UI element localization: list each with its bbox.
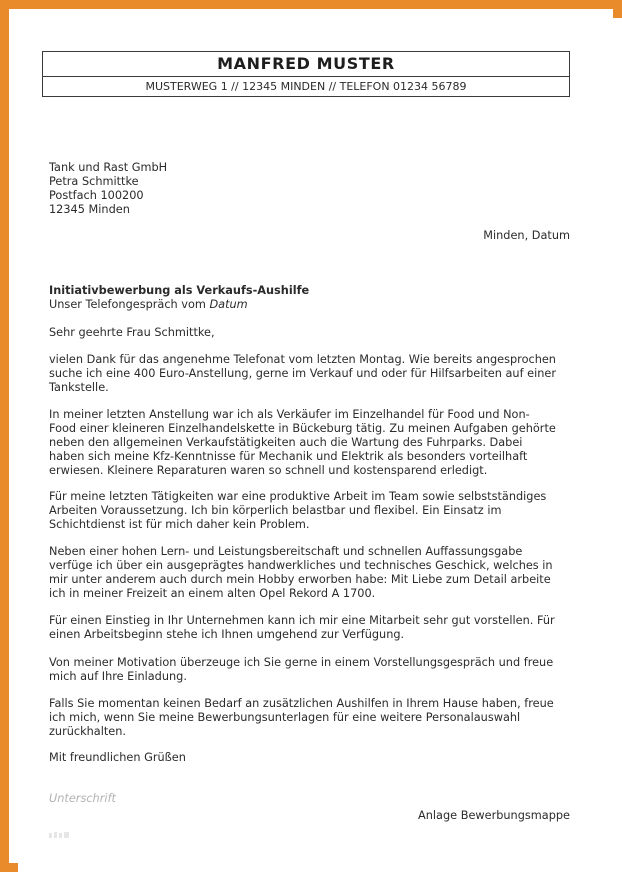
letter-page xyxy=(18,18,622,872)
faint-mark-icon xyxy=(49,831,71,839)
body-paragraph xyxy=(49,490,569,532)
paragraph-line: Für einen Einstieg in Ihr Unternehmen kann ich mir eine Mitarbeit sehr gut vorstellen. Für xyxy=(49,614,555,627)
paragraph-line: Schichtdienst ist für mich daher kein Problem. xyxy=(49,517,310,531)
recipient-postbox: Postfach 100200 xyxy=(49,188,144,202)
body-paragraph xyxy=(49,545,569,601)
paragraph-line: Tankstelle. xyxy=(49,380,109,394)
paragraph-line: Arbeiten Voraussetzung. Ich bin körperlich belastbar und flexibel. Ein Einsatz im xyxy=(49,503,502,517)
letterhead xyxy=(42,51,570,97)
paragraph-line: erwiesen. Kleinere Reparaturen waren so schnell und kostensparend erledigt. xyxy=(49,463,488,477)
recipient-address xyxy=(49,161,569,217)
enclosure-note: Anlage Bewerbungsmappe xyxy=(418,809,570,822)
paragraph-line: mir unter anderem auch durch mein Hobby erworben habe: Mit Liebe zum Detail arbeite xyxy=(49,572,551,586)
body-paragraph xyxy=(49,408,569,478)
subject-reference-date: Datum xyxy=(209,297,248,311)
paragraph-line: Von meiner Motivation überzeuge ich Sie gerne in einem Vorstellungsgespräch und freue xyxy=(49,656,554,669)
paragraph-line: In meiner letzten Anstellung war ich als Verkäufer im Einzelhandel für Food und Non- xyxy=(49,408,530,421)
body-paragraph xyxy=(49,353,569,395)
subject-block xyxy=(49,284,569,312)
recipient-person: Petra Schmittke xyxy=(49,174,139,188)
sender-address: MUSTERWEG 1 // 12345 MINDEN // TELEFON 01234 56789 xyxy=(145,79,467,93)
signature-placeholder: Unterschrift xyxy=(49,792,116,805)
paragraph-line: haben sich meine Kfz-Kenntnisse für Mechanik und Elektrik als besonders vorteilhaft xyxy=(49,449,528,463)
recipient-city: 12345 Minden xyxy=(49,202,130,216)
paragraph-line: ich mich, wenn Sie meine Bewerbungsunterlagen für eine weitere Personalauswahl xyxy=(49,710,521,724)
body-paragraph xyxy=(49,697,569,739)
subject-reference xyxy=(49,298,569,312)
paragraph-line: Für meine letzten Tätigkeiten war eine produktive Arbeit im Team sowie selbstständiges xyxy=(49,490,547,503)
recipient-company: Tank und Rast GmbH xyxy=(49,161,168,174)
paragraph-line: ich in meiner Freizeit an einem alten Opel Rekord A 1700. xyxy=(49,586,376,600)
body-paragraph xyxy=(49,614,569,642)
paragraph-line: suche ich eine 400 Euro-Anstellung, gerne im Verkauf und oder für Hilfsarbeiten auf einer xyxy=(49,366,556,380)
paragraph-line: Neben einer hohen Lern- und Leistungsbereitschaft und schnellen Auffassungsgabe xyxy=(49,545,523,558)
paragraph-line: zurückhalten. xyxy=(49,724,126,738)
paragraph-line: neben den allgemeinen Verkaufstätigkeiten auch die Wartung des Fuhrparks. Dabei xyxy=(49,435,523,449)
faint-footer-mark xyxy=(49,830,71,844)
body-paragraph xyxy=(49,656,569,684)
salutation: Sehr geehrte Frau Schmittke, xyxy=(49,326,215,339)
place-date: Minden, Datum xyxy=(483,229,570,242)
paragraph-line: verfüge ich über ein ausgeprägtes handwerkliches und technisches Geschick, welches in xyxy=(49,558,553,572)
paragraph-line: Food einer kleineren Einzelhandelskette in Bückeburg tätig. Zu meinen Aufgaben gehörte xyxy=(49,421,556,435)
paragraph-line: mich auf Ihre Einladung. xyxy=(49,669,187,683)
paragraph-line: Falls Sie momentan keinen Bedarf an zusätzlichen Aushilfen in Ihrem Hause haben, freue xyxy=(49,697,554,710)
subject-reference-prefix: Unser Telefongespräch vom xyxy=(49,297,210,311)
closing: Mit freundlichen Grüßen xyxy=(49,751,186,764)
paragraph-line: vielen Dank für das angenehme Telefonat vom letzten Montag. Wie bereits angesprochen xyxy=(49,353,556,366)
paragraph-line: einen Arbeitsbeginn stehe ich Ihnen umgehend zur Verfügung. xyxy=(49,627,405,641)
subject-title: Initiativbewerbung als Verkaufs-Aushilfe xyxy=(49,284,310,297)
sender-name: MANFRED MUSTER xyxy=(43,52,569,77)
